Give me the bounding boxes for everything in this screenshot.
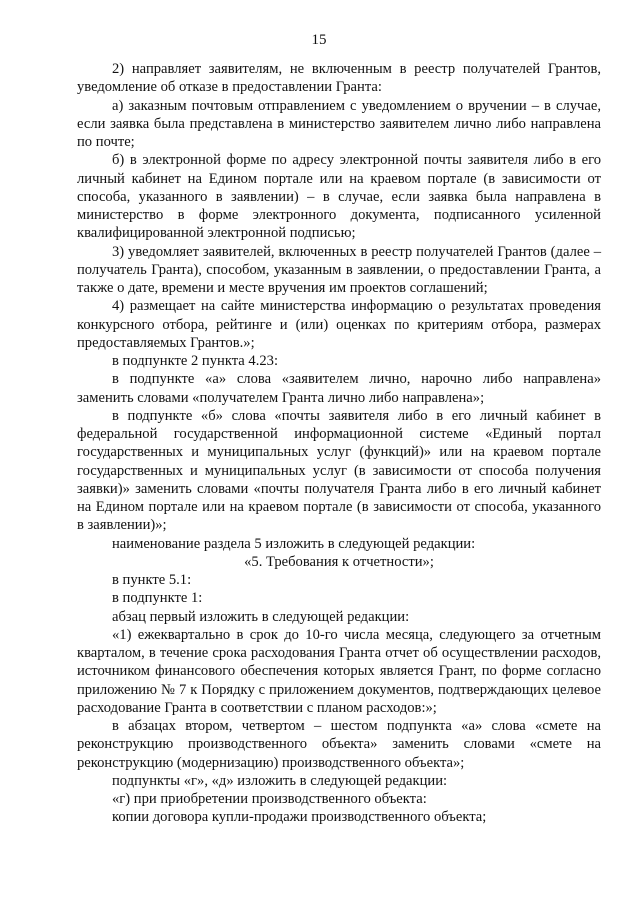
paragraph: 2) направляет заявителям, не включенным в реестр получателей Грантов, уведомление об отказе в предоставлении Гранта: bbox=[77, 61, 601, 96]
paragraph: в подпункте 2 пункта 4.23: bbox=[112, 353, 279, 369]
paragraph: 3) уведомляет заявителей, включенных в реестр получателей Грантов (далее – получатель Гранта), способом, указанным в заявлении, о предоставлении Гранта, а также о дате, времени и месте вручения им проектов соглашений; bbox=[77, 243, 601, 296]
paragraph: абзац первый изложить в следующей редакции: bbox=[112, 608, 410, 625]
document-body bbox=[77, 60, 601, 827]
section-heading: «5. Требования к отчетности»; bbox=[244, 553, 434, 570]
paragraph: подпункты «г», «д» изложить в следующей редакции: bbox=[112, 772, 448, 789]
paragraph: в подпункте «б» слова «почты заявителя либо в его личный кабинет в федеральной государственной информационной системе «Единый портал государственных и муниципальных услуг (функций)» или на краевом портале государственных и муниципальных услуг (в зависимости от способа получения заявки)» заменить словами «почты получателя Гранта либо в его личный кабинет на Едином портале или на краевом портале (в зависимости от способа, указанного в заявлении)»; bbox=[77, 407, 601, 534]
paragraph: наименование раздела 5 изложить в следующей редакции: bbox=[112, 535, 476, 552]
paragraph: 4) размещает на сайте министерства информацию о результатах проведения конкурсного отбора, рейтинге и (или) оценках по критериям отбора, размерах предоставляемых Грантов.»; bbox=[77, 298, 601, 351]
paragraph: б) в электронной форме по адресу электронной почты заявителя либо в его личный кабинет на Едином портале или на краевом портале (в зависимости от способа, указанного в заявлении) – в случае, если заявка была направлена в министерство в форме электронного документа, подписанного усиленной квалифицированной электронной подписью; bbox=[77, 152, 601, 242]
paragraph: копии договора купли-продажи производственного объекта; bbox=[112, 809, 487, 826]
paragraph: «г) при приобретении производственного объекта: bbox=[112, 791, 427, 807]
page-number: 15 bbox=[311, 32, 327, 48]
paragraph: в абзацах втором, четвертом – шестом подпункта «а» слова «смете на реконструкцию производственного объекта» заменить словами «смете на реконструкцию (модернизацию) производственного объекта»; bbox=[77, 718, 601, 771]
paragraph: в подпункте 1: bbox=[112, 590, 203, 607]
paragraph: в пункте 5.1: bbox=[112, 572, 192, 588]
paragraph: в подпункте «а» слова «заявителем лично, нарочно либо направлена» заменить словами «получателем Гранта лично либо направлена»; bbox=[77, 371, 601, 406]
paragraph: а) заказным почтовым отправлением с уведомлением о вручении – в случае, если заявка была представлена в министерство заявителем лично либо направлена по почте; bbox=[77, 97, 601, 150]
paragraph: «1) ежеквартально в срок до 10-го числа месяца, следующего за отчетным кварталом, в течение срока расходования Гранта отчет об осуществлении расходов, источником финансового обеспечения которых является Грант, по форме согласно приложению № 7 к Порядку с приложением документов, подтверждающих целевое расходование Гранта в соответствии с планом расходов:»; bbox=[77, 626, 601, 716]
